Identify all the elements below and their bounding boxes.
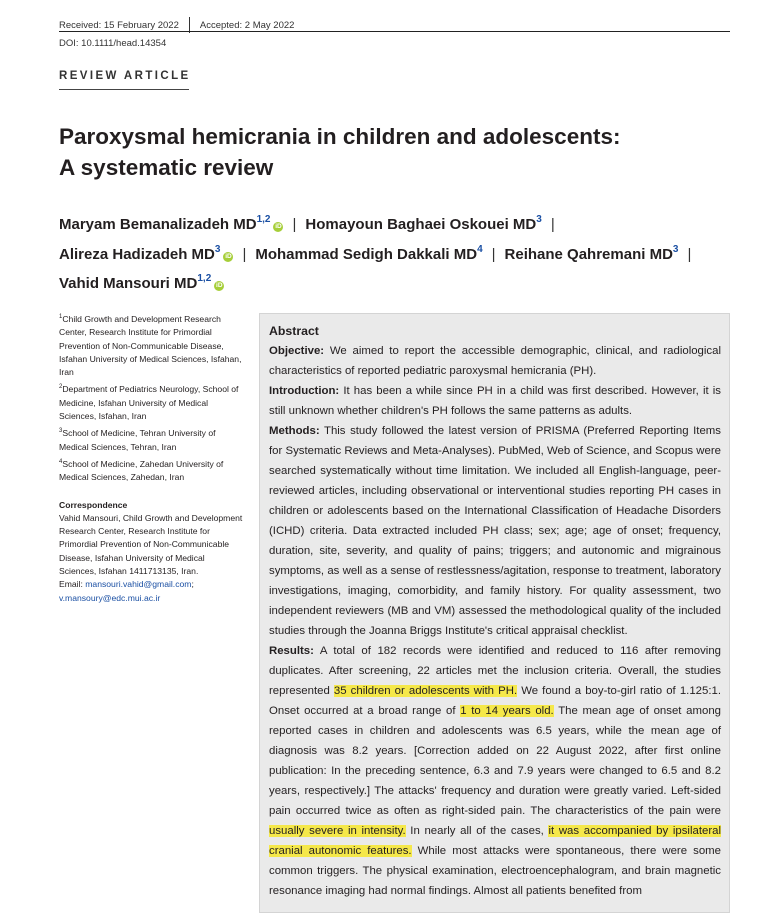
affiliation bbox=[59, 313, 244, 379]
methods-text: This study followed the latest version of PRISMA (Preferred Reporting Items for Systematic Reviews and Meta-Analyses). PubMed, Web of Science, and Scopus were searched systematically without time limitation. We included all English-language, peer-reviewed articles, including observational or interventional studies reporting PH cases in children or adolescents based on the International Classification of Headache Disorders (ICHD) criteria. Data extracted included PH class; sex; age; age of onset; frequency, duration, site, severity, and quality of pains; triggers; and autonomic and migrainous symptoms, as well as a sense of restlessness/agitation, response to treatment, laboratory investigations, imaging, comorbidity, and family history. For quality assessment, two independent reviewers (MB and VM) assessed the methodological quality of the included studies through the Joanna Briggs Institute's critical appraisal checklist. bbox=[269, 425, 721, 637]
affiliation bbox=[59, 383, 244, 423]
email-label: Email: bbox=[59, 579, 86, 590]
orcid-icon[interactable]: iD bbox=[216, 282, 223, 289]
highlight: usually severe in intensity. bbox=[269, 825, 406, 837]
highlight: it was accompanied by ipsilateral cranial autonomic features. bbox=[269, 825, 721, 857]
objective-text: We aimed to report the accessible demographic, clinical, and radiological characteristics of reported pediatric paroxysmal hemicrania (PH). bbox=[269, 345, 721, 377]
article-type: REVIEW ARTICLE bbox=[59, 70, 191, 82]
affiliation-text: School of Medicine, Tehran University of Medical Sciences, Tehran, Iran bbox=[59, 428, 216, 452]
header-rule bbox=[59, 31, 730, 32]
author-name: Maryam Bemanalizadeh MD bbox=[59, 216, 257, 233]
author bbox=[59, 216, 283, 233]
received-date: Received: 15 February 2022 bbox=[59, 19, 179, 31]
highlight: 1 to 14 years old. bbox=[460, 705, 554, 717]
methods-label: Methods: bbox=[269, 425, 320, 437]
results-label: Results: bbox=[269, 645, 314, 657]
abstract-box bbox=[259, 313, 730, 913]
author-name: Vahid Mansouri MD bbox=[59, 275, 198, 292]
results-text: A total of 182 records were identified and reduced to 116 after removing duplicates. After screening, 22 articles met the inclusion criteria. Overall, the studies represented bbox=[269, 645, 721, 697]
author-list bbox=[59, 208, 739, 297]
correspondence-heading: Correspondence bbox=[59, 499, 128, 510]
orcid-icon[interactable]: iD bbox=[225, 252, 232, 260]
doi[interactable]: DOI: 10.1111/head.14354 bbox=[59, 38, 167, 49]
accepted-date: Accepted: 2 May 2022 bbox=[199, 19, 295, 31]
correspondence-email bbox=[59, 578, 244, 605]
author-separator: | bbox=[242, 245, 247, 263]
author bbox=[255, 243, 483, 263]
email-link-2[interactable]: v.mansoury@edc.mui.ac.ir bbox=[59, 592, 161, 603]
article-title bbox=[59, 121, 699, 183]
orcid-icon[interactable]: iD bbox=[275, 223, 282, 230]
affiliation-text: School of Medicine, Zahedan University of Medical Sciences, Zahedan, Iran bbox=[59, 458, 224, 483]
author bbox=[59, 275, 224, 292]
affiliations-column bbox=[59, 313, 244, 605]
author-separator: | bbox=[491, 245, 496, 263]
abstract-introduction bbox=[269, 381, 721, 421]
abstract-objective bbox=[269, 341, 721, 381]
introduction-text: It has been a while since PH in a child was first described. However, it is still unknown whether children's PH follows the same patterns as adults. bbox=[269, 385, 721, 417]
abstract-results bbox=[269, 641, 721, 901]
author-name: Reihane Qahremani MD bbox=[504, 245, 673, 263]
author-affiliation-ref[interactable]: 3 bbox=[536, 214, 542, 225]
correspondence-text: Vahid Mansouri, Child Growth and Development Research Center, Research Institute for Primordial Prevention of Non-Communicable Disease, Isfahan University of Medical Sciences, Isfahan 1411713135, Iran. bbox=[59, 512, 243, 577]
author bbox=[59, 243, 233, 263]
email-link-1[interactable]: mansouri.vahid@gmail.com bbox=[85, 579, 192, 590]
results-text: While most attacks were spontaneous, there were some common triggers. The physical examination, electroencephalogram, and brain magnetic resonance imaging had normal findings. Almost all patients benefited from bbox=[269, 845, 721, 897]
author-name: Homayoun Baghaei Oskouei MD bbox=[305, 216, 537, 233]
author-separator: | bbox=[550, 216, 555, 233]
author-separator: | bbox=[687, 245, 692, 263]
author-separator: | bbox=[292, 216, 297, 233]
results-text: In nearly all of the cases, bbox=[405, 825, 549, 837]
affiliation-number: 4 bbox=[59, 458, 63, 465]
affiliation-text: Department of Pediatrics Neurology, School of Medicine, Isfahan University of Medical Sciences, Isfahan, Iran bbox=[59, 384, 239, 422]
author-name: Mohammad Sedigh Dakkali MD bbox=[255, 245, 478, 263]
author-affiliation-ref[interactable]: 3 bbox=[672, 243, 679, 255]
results-text: We found a boy-to-girl ratio of 1.125:1. Onset occurred at a broad range of bbox=[269, 685, 721, 717]
title-line-1: Paroxysmal hemicrania in children and adolescents: bbox=[59, 124, 621, 149]
article-type-underline bbox=[59, 89, 189, 90]
abstract-content bbox=[269, 321, 721, 901]
author bbox=[305, 216, 541, 233]
affiliation bbox=[59, 458, 244, 485]
author bbox=[504, 243, 679, 263]
abstract-heading: Abstract bbox=[269, 324, 319, 338]
author-affiliation-ref[interactable]: 3 bbox=[214, 243, 221, 255]
affiliation bbox=[59, 427, 244, 454]
affiliation-number: 3 bbox=[59, 428, 63, 435]
author-affiliation-ref[interactable]: 4 bbox=[477, 243, 483, 255]
results-text: The mean age of onset among reported cases in children and adolescents was 6.5 years, while the mean age of diagnosis was 8.2 years. [Correction added on 22 August 2022, after first online publication: In the preceding sentence, 6.3 and 7.9 years were changed to 6.5 and 8.2 years, respectively.] The attacks' frequency and duration were greatly varied. Left-sided pain occurred twice as often as right-sided pain. The characteristics of the pain were bbox=[269, 705, 721, 817]
author-affiliation-ref[interactable]: 1,2 bbox=[256, 214, 271, 225]
author-affiliation-ref[interactable]: 1,2 bbox=[197, 273, 212, 284]
highlight: 35 children or adolescents with PH. bbox=[333, 685, 518, 697]
author-name: Alireza Hadizadeh MD bbox=[59, 245, 215, 263]
objective-label: Objective: bbox=[269, 345, 325, 357]
title-line-2: A systematic review bbox=[59, 155, 274, 180]
affiliation-number: 1 bbox=[59, 314, 63, 320]
abstract-methods bbox=[269, 421, 721, 641]
affiliation-number: 2 bbox=[59, 384, 63, 391]
email-separator: ; bbox=[191, 579, 194, 590]
affiliation-text: Child Growth and Development Research Center, Research Institute for Primordial Prevention of Non-Communicable Disease, Isfahan University of Medical Sciences, Isfahan, Iran bbox=[59, 314, 242, 378]
introduction-label: Introduction: bbox=[269, 385, 340, 397]
